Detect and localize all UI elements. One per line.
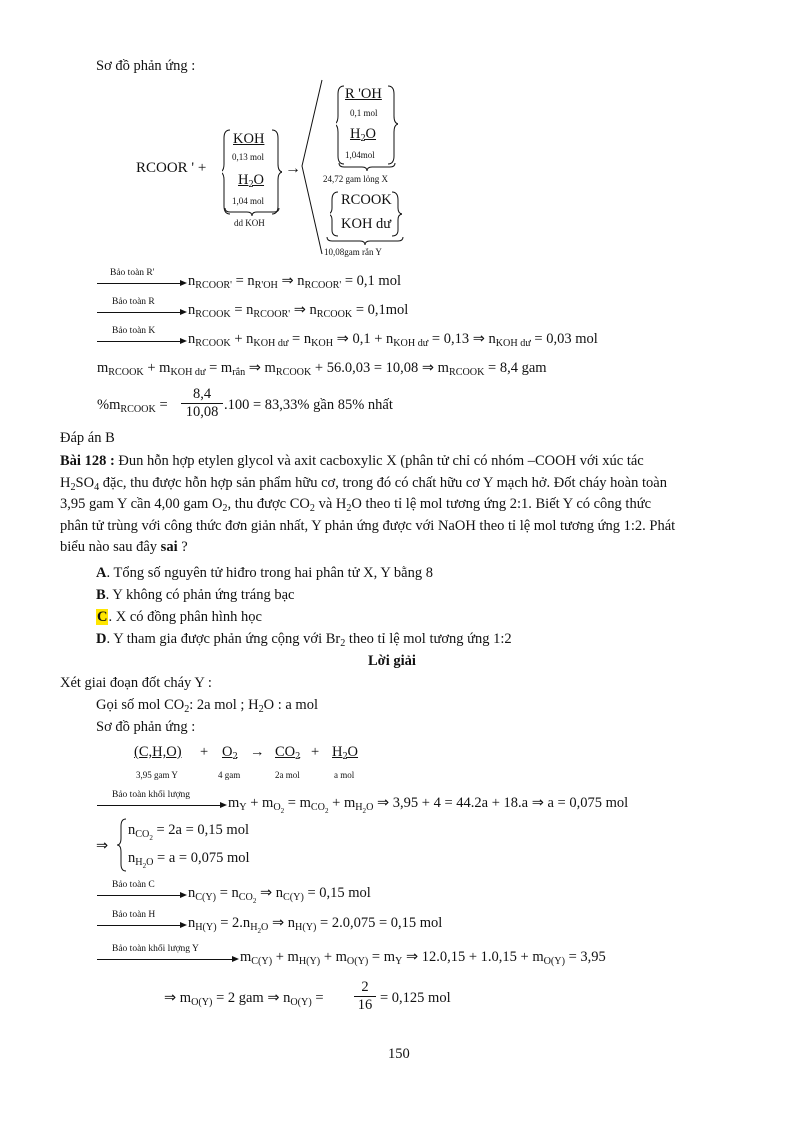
rcook-label: RCOOK xyxy=(341,192,392,208)
eq-o2: ⇒ $m_{O(Y)} = 2$ gam ⇒ $n_{O(Y)}$ = xyxy=(164,990,324,1008)
eq-o2-denominator: 16 xyxy=(357,997,373,1013)
option-c: C. X có đồng phân hình học xyxy=(97,609,262,625)
bt-h-label: Bảo toàn H xyxy=(112,910,156,920)
eq4: $m_{RCOOK} + m_{KOH dư} = m_{rắn}$ ⇒ $m_{RCOOK} + 56.0,03 = 10,08$ ⇒ $m_{RCOOK} = 8,4$ gam xyxy=(97,360,547,378)
solution-heading: Lời giải xyxy=(368,653,416,669)
scheme2-arrow: → xyxy=(250,744,265,760)
system-brace xyxy=(116,818,128,872)
bt-r2-arrowhead xyxy=(180,309,187,315)
option-a: A. Tổng số nguyên tử hiđro trong hai phân tử X, Y bằng 8 xyxy=(96,565,433,581)
bt-k-arrowhead xyxy=(180,338,187,344)
eq-a: $m_Y + m_{O_2} = m_{CO_2} + m_{H_2O}$ ⇒ 3,95 + 4 = 44.2a + 18.a ⇒ a = 0,075 mol xyxy=(228,795,629,815)
h2o-b-label: $H_2O$ xyxy=(350,126,377,144)
scheme2-y: (C,H,O) xyxy=(134,744,182,760)
bt-h-arrow xyxy=(97,925,181,926)
bt-h-arrowhead xyxy=(180,922,187,928)
bt-k-arrow xyxy=(97,341,181,342)
eq-o: $m_{C(Y)} + m_{H(Y)} + m_{O(Y)} = m_Y$ ⇒ $12.0,15 + 1.0,15 + m_{O(Y)} = 3,95$ xyxy=(240,949,606,967)
scheme-title: Sơ đồ phản ứng : xyxy=(96,58,196,74)
koh-du-label: KOH dư xyxy=(341,216,392,232)
eq-o2-fraction xyxy=(354,979,376,1014)
dd-koh-underbrace xyxy=(224,207,280,217)
solid-y-label: 10,08gam rắn Y xyxy=(324,247,382,257)
scheme2-co2-label: 2a mol xyxy=(275,770,300,780)
solid-y-underbrace xyxy=(326,236,404,246)
eq5-lhs: $\%m_{RCOOK}$ = xyxy=(97,397,168,415)
system-implies: ⇒ xyxy=(96,838,109,854)
solution-scheme-title: Sơ đồ phản ứng : xyxy=(96,719,196,735)
bt-r1-label: Bảo toàn R' xyxy=(110,268,155,278)
scheme2-o2-label: 4 gam xyxy=(218,770,241,780)
bt-r2-label: Bảo toàn R xyxy=(112,297,155,307)
problem-text: Bài 128 : Đun hỗn hợp etylen glycol và axit cacboxylic X (phân tử chỉ có nhóm –COOH với xúc tác $H_2SO_4$ đặc, thu được hỗn hợp sản phẩm hữu cơ, trong đó có chất hữu cơ Y mạch hở. Đốt cháy hoàn toàn 3,95 gam Y cần 4,00 gam $O_2$, thu được $CO_2$ và $H_2O$ theo tỉ lệ mol tương ứng 2:1. Biết Y có công thức phân tử trùng với công thức đơn giản nhất, Y phản ứng được với NaOH theo tỉ lệ mol tương ứng 1:2. Phát biểu nào sau đây sai ? xyxy=(60,453,676,555)
eq5-numerator: 8,4 xyxy=(181,386,223,404)
liquid-x-underbrace xyxy=(338,162,396,172)
eq2: $n_{RCOOK} = n_{RCOOR'}$ ⇒ $n_{RCOOK} = 0,1mol$ xyxy=(188,302,409,320)
bt-k-label: Bảo toàn K xyxy=(112,326,156,336)
bt-kly-arrowhead xyxy=(232,956,239,962)
problem-label: Bài 128 : xyxy=(60,453,115,469)
scheme2-plus2: + xyxy=(311,744,320,760)
eq3: $n_{RCOOK} + n_{KOH dư} = n_{KOH}$ ⇒ $0,1 + n_{KOH dư} = 0,13$ ⇒ $n_{KOH dư} = 0,03$ mol xyxy=(188,331,598,349)
system-nh2o: $n_{H_2O} = a = 0,075$ mol xyxy=(128,850,250,870)
scheme2-co2: $CO_2$ xyxy=(275,744,301,762)
reactant-rcoor: RCOOR ' + xyxy=(136,160,207,176)
bt-r2-arrow xyxy=(97,312,181,313)
solution-assume: Gọi số mol $CO_2$: 2a mol ; $H_2O$ : a mol xyxy=(96,697,318,715)
solution-stage: Xét giai đoạn đốt cháy Y : xyxy=(60,675,212,691)
eq-c: $n_{C(Y)} = n_{CO_2}$ ⇒ $n_{C(Y)} = 0,15$ mol xyxy=(188,885,371,905)
bt-kly-arrow xyxy=(97,959,233,960)
eq-h: $n_{H(Y)} = 2.n_{H_2O}$ ⇒ $n_{H(Y)} = 2.0,075 = 0,15$ mol xyxy=(188,915,443,935)
bt-c-arrowhead xyxy=(180,892,187,898)
koh-mol: 0,13 mol xyxy=(232,152,265,162)
bt-r1-arrowhead xyxy=(180,280,187,286)
scheme2-y-label: 3,95 gam Y xyxy=(136,770,178,780)
bt-c-label: Bảo toàn C xyxy=(112,880,155,890)
roh-mol: 0,1 mol xyxy=(350,108,378,118)
option-b: B. Y không có phản ứng tráng bạc xyxy=(96,587,295,603)
eq-o2-end: = 0,125 mol xyxy=(380,990,451,1006)
h2o-b-mol: 1,04mol xyxy=(345,150,375,160)
eq5-fraction xyxy=(181,386,223,421)
system-nco2: $n_{CO_2} = 2a = 0,15$ mol xyxy=(128,822,249,842)
bt-kl-arrow xyxy=(97,805,221,806)
eq-o2-numerator: 2 xyxy=(354,979,376,997)
roh-label: R 'OH xyxy=(345,86,382,102)
bt-kly-label: Bảo toàn khối lượng Y xyxy=(112,944,199,954)
dd-koh-label: dd KOH xyxy=(234,218,265,228)
bt-c-arrow xyxy=(97,895,181,896)
reaction-arrow: → xyxy=(285,160,301,177)
answer-line: Đáp án B xyxy=(60,430,115,446)
option-c-highlight: C xyxy=(97,609,108,625)
option-d: D. Y tham gia được phản ứng cộng với $Br_2$ theo tỉ lệ mol tương ứng 1:2 xyxy=(96,631,512,649)
eq1: $n_{RCOOR'} = n_{R'OH}$ ⇒ $n_{RCOOR'} = 0,1$ mol xyxy=(188,273,401,291)
eq5-denominator: 10,08 xyxy=(185,404,219,420)
bt-r1-arrow xyxy=(97,283,181,284)
koh-label: KOH xyxy=(233,131,265,147)
liquid-x-label: 24,72 gam lỏng X xyxy=(323,174,388,184)
scheme2-h2o-label: a mol xyxy=(334,770,355,780)
eq5-rest: .100 = 83,33% gần 85% nhất xyxy=(224,397,393,413)
products-bracket xyxy=(298,78,328,258)
page-number: 150 xyxy=(388,1046,410,1062)
bt-kl-arrowhead xyxy=(220,802,227,808)
scheme2-o2: $O_2$ xyxy=(222,744,238,762)
bt-kl-label: Bảo toàn khối lượng xyxy=(112,790,190,800)
scheme2-h2o: $H_2O$ xyxy=(332,744,359,762)
scheme2-plus1: + xyxy=(200,744,209,760)
h2o-label: $H_2O$ xyxy=(238,172,265,190)
h2o-mol: 1,04 mol xyxy=(232,196,265,206)
